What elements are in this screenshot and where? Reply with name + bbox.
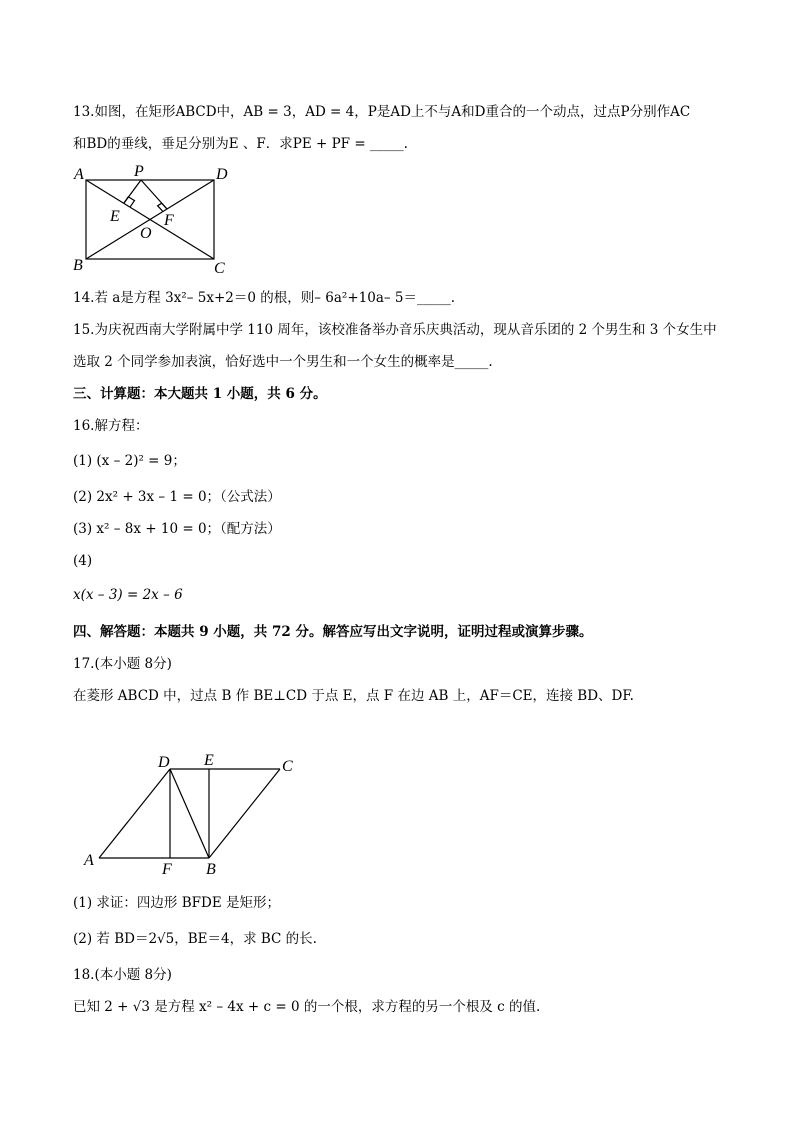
q17-title: 17.(本小题 8分) — [73, 656, 172, 672]
q13-text-line1: 13.如图，在矩形ABCD中，AB = 3，AD = 4，P是AD上不与A和D重合的一个动点，过点P分别作AC — [73, 104, 691, 120]
q13-label-a: A — [74, 166, 84, 183]
q17-rhombus-figure — [80, 748, 310, 880]
q16-part2: (2) 2x² + 3x – 1 = 0；（公式法） — [73, 489, 281, 505]
q17-side-ad — [99, 769, 170, 858]
section4-heading: 四、解答题：本题共 9 小题，共 72 分。解答应写出文字说明，证明过程或演算步骤。 — [73, 624, 593, 640]
q17-label-f: F — [162, 861, 172, 878]
q13-label-b: B — [73, 257, 83, 274]
q17-diagonal-bd — [170, 769, 209, 858]
q13-rectangle-figure — [70, 163, 240, 278]
q17-side-cb — [209, 769, 280, 858]
q14-text: 14.若 a是方程 3x²– 5x+2＝0 的根，则– 6a²+10a– 5＝_____. — [73, 290, 456, 306]
q17-text: 在菱形 ABCD 中，过点 B 作 BE⊥CD 于点 E，点 F 在边 AB 上，AF＝CE，连接 BD、DF. — [73, 688, 634, 704]
q16-part4-label: (4) — [73, 553, 93, 569]
q13-label-f: F — [164, 212, 174, 229]
q17-label-b: B — [206, 861, 216, 878]
q18-text: 已知 2 + √3 是方程 x² – 4x + c = 0 的一个根，求方程的另一个根及 c 的值. — [73, 999, 541, 1015]
q15-text-line2: 选取 2 个同学参加表演，恰好选中一个男生和一个女生的概率是_____. — [73, 354, 493, 370]
q18-title: 18.(本小题 8分) — [73, 967, 172, 983]
q17-label-d: D — [158, 754, 170, 771]
q15-text-line1: 15.为庆祝西南大学附属中学 110 周年，该校准备举办音乐庆典活动，现从音乐团的 2 个男生和 3 个女生中 — [73, 322, 717, 338]
q13-label-d: D — [216, 166, 228, 183]
q17-label-e: E — [204, 752, 214, 769]
q13-label-o: O — [140, 225, 152, 242]
q16-part4-equation: x(x – 3) = 2x – 6 — [73, 587, 183, 603]
section3-heading: 三、计算题：本大题共 1 小题，共 6 分。 — [73, 386, 327, 402]
q17-label-a: A — [84, 852, 94, 869]
q13-label-e: E — [110, 208, 120, 225]
q13-label-c: C — [214, 260, 225, 277]
q17-part2: (2) 若 BD＝2√5，BE＝4，求 BC 的长. — [73, 931, 317, 947]
q13-text-line2: 和BD的垂线，垂足分别为E 、F．求PE + PF = _____. — [73, 136, 408, 152]
q16-title: 16.解方程： — [73, 418, 149, 434]
q16-part3: (3) x² – 8x + 10 = 0；（配方法） — [73, 521, 281, 537]
q13-label-p: P — [134, 163, 144, 180]
q16-part1: (1) (x – 2)² = 9； — [73, 453, 186, 469]
q17-label-c: C — [282, 758, 293, 775]
q17-part1: (1) 求证：四边形 BFDE 是矩形； — [73, 895, 280, 911]
